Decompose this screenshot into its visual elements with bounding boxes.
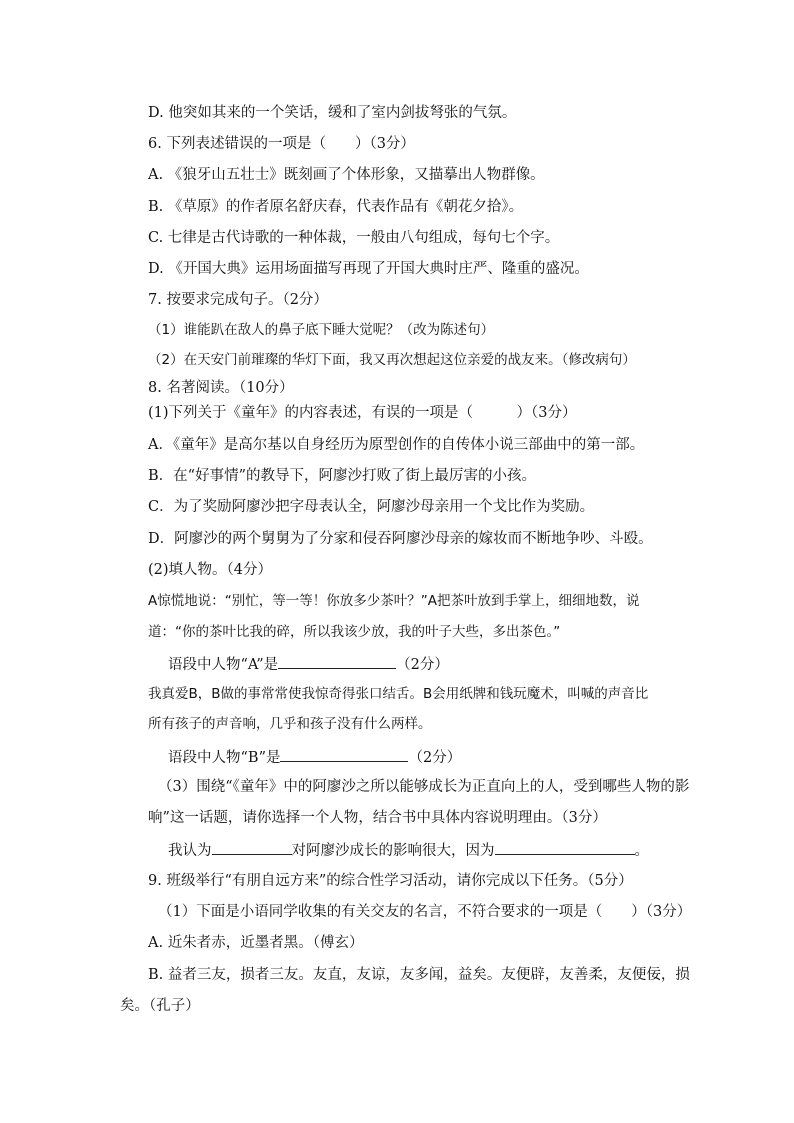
passage-a-line-1: A惊慌地说：“别忙，等一等！你放多少茶叶？”A把茶叶放到手掌上，细细地数，说 (148, 593, 640, 609)
q8-1-option-d: D．阿廖沙的两个舅舅为了分家和侵吞阿廖沙母亲的嫁妆而不断地争吵、斗殴。 (148, 531, 653, 547)
q8-1-option-b: B．在“好事情”的教导下，阿廖沙打败了街上最厉害的小孩。 (148, 468, 536, 484)
q5-option-d: D. 他突如其来的一个笑话，缓和了室内剑拔弩张的气氛。 (148, 105, 517, 121)
answer-a-blank[interactable] (278, 653, 396, 669)
answer-b-label: 语段中人物“B”是 (168, 750, 281, 766)
passage-b-line-1: 我真爱B，B做的事常常使我惊奇得张口结舌。B会用纸牌和钱玩魔术，叫喊的声音比 (148, 686, 649, 702)
answer-a-label: 语段中人物“A”是 (168, 657, 279, 673)
q9-stem: 9. 班级举行“有朋自远方来”的综合性学习活动，请你完成以下任务。（5分） (148, 873, 633, 889)
passage-a-line-2: 道：“你的茶叶比我的碎，所以我该少放，我的叶子大些，多出茶色。” (148, 624, 561, 640)
q8-3-answer-end: 。 (634, 843, 649, 859)
q8-3-answer-middle: 对阿廖沙成长的影响很大，因为 (291, 843, 495, 859)
q8-3-answer-row (168, 839, 686, 861)
q8-1-stem: (1)下列关于《童年》的内容表述，有误的一项是（ ）（3分） (148, 405, 577, 421)
q6-option-d: D. 《开国大典》运用场面描写再现了开国大典时庄严、隆重的盛况。 (148, 261, 589, 277)
q8-3-reason-blank[interactable] (495, 839, 635, 855)
answer-a-points: （2分） (396, 657, 449, 673)
q9-1-stem: （1）下面是小语同学收集的有关交友的名言，不符合要求的一项是（ ）（3分） (158, 904, 692, 920)
q8-3-answer-prefix: 我认为 (168, 843, 212, 859)
q6-option-c: C. 七律是古代诗歌的一种体裁，一般由八句组成，每句七个字。 (148, 230, 560, 246)
answer-b-blank[interactable] (280, 746, 408, 762)
q7-sentence-2: （2）在天安门前璀璨的华灯下面，我又再次想起这位亲爱的战友来。（修改病句） (148, 352, 636, 368)
q8-1-option-c: C．为了奖励阿廖沙把字母表认全，阿廖沙母亲用一个戈比作为奖励。 (148, 499, 595, 515)
q8-3-stem-line-1: （3）围绕“《童年》中的阿廖沙之所以能够成长为正直向上的人，受到哪些人物的影 (158, 779, 690, 795)
q7-stem: 7. 按要求完成句子。（2分） (148, 292, 328, 308)
q8-3-person-blank[interactable] (212, 839, 292, 855)
answer-a-row (168, 653, 686, 675)
q8-3-stem-line-2: 响”这一话题，请你选择一个人物，结合书中具体内容说明理由。（3分） (148, 810, 607, 826)
q9-1-option-b-line-1: B. 益者三友，损者三友。友直，友谅，友多闻，益矣。友便辟，友善柔，友便佞，损 (148, 967, 690, 983)
q8-stem: 8. 名著阅读。（10分） (148, 380, 294, 396)
q9-1-option-b-line-2: 矣。（孔子） (120, 998, 200, 1014)
q8-1-option-a: A．《童年》是高尔基以自身经历为原型创作的自传体小说三部曲中的第一部。 (148, 437, 645, 453)
q8-2-stem: (2)填人物。（4分） (148, 562, 273, 578)
passage-b-line-2: 所有孩子的声音响，几乎和孩子没有什么两样。 (148, 716, 432, 732)
q7-sentence-1: （1）谁能趴在敌人的鼻子底下睡大觉呢？（改为陈述句） (148, 322, 495, 338)
q6-option-a: A. 《狼牙山五壮士》既刻画了个体形象，又描摹出人物群像。 (148, 167, 545, 183)
answer-b-row (168, 746, 686, 768)
answer-b-points: （2分） (408, 750, 462, 766)
q6-stem: 6. 下列表述错误的一项是（ ）（3分） (148, 136, 415, 152)
q9-1-option-a: A. 近朱者赤，近墨者黑。（傅玄） (148, 935, 364, 951)
q6-option-b: B. 《草原》的作者原名舒庆春，代表作品有《朝花夕拾》。 (148, 199, 524, 215)
